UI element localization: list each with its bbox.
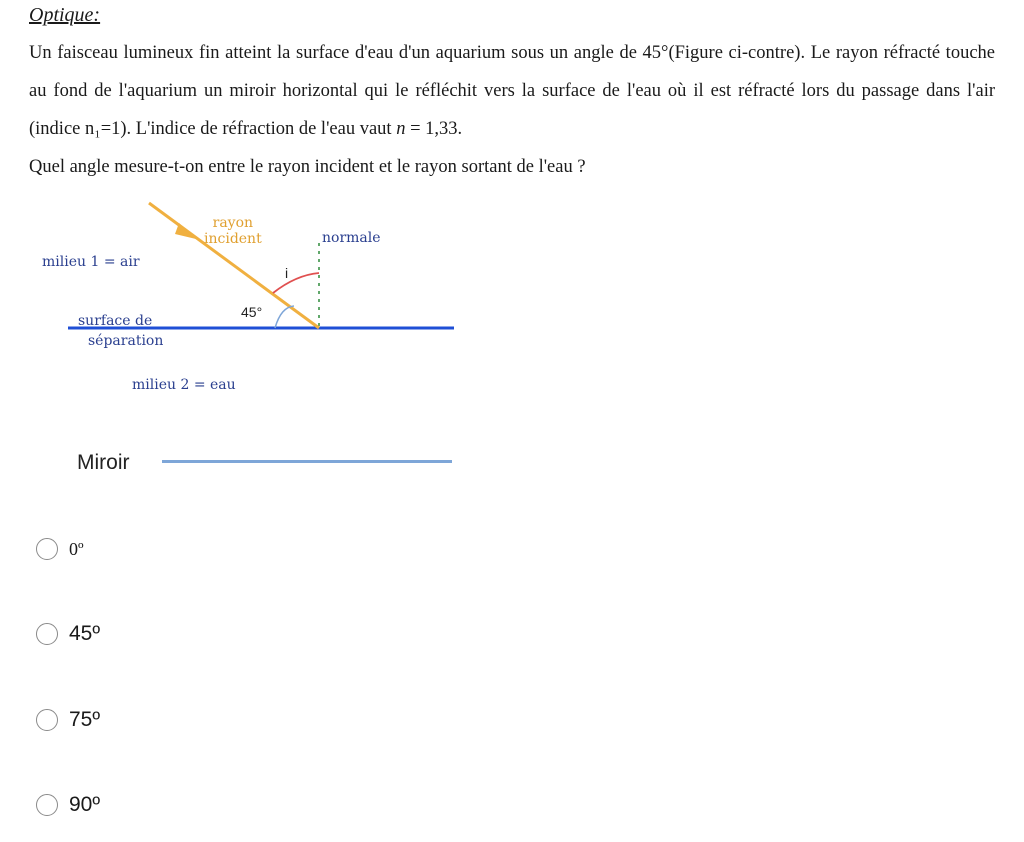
question-prompt: Quel angle mesure-t-on entre le rayon incident et le rayon sortant de l'eau ? xyxy=(29,157,586,177)
question-text xyxy=(29,34,995,148)
option-75[interactable] xyxy=(36,708,100,732)
option-45[interactable] xyxy=(36,622,100,646)
mirror-label: Miroir xyxy=(77,451,130,474)
optics-figure xyxy=(30,195,470,485)
question-paragraph: Un faisceau lumineux fin atteint la surface d'eau d'un aquarium sous un angle de 45°(Figure ci-contre). Le rayon réfracté touche au fond de l'aquarium un miroir horizontal qui le réfléchit vers la surface de l'eau où il est réfracté lors du passage dans l'air (indice n₁=1). L'indice de réfraction de l'eau vaut xyxy=(29,43,995,139)
n-value: = 1,33. xyxy=(405,119,463,139)
medium1-label: milieu 1 = air xyxy=(42,254,140,270)
surface-label-line1: surface de xyxy=(78,313,153,329)
option-label: 90º xyxy=(69,793,101,816)
ray-arrow-icon xyxy=(175,223,196,239)
option-0[interactable] xyxy=(36,538,84,560)
radio-button[interactable] xyxy=(36,709,58,731)
ray-label: rayon incident xyxy=(204,215,262,247)
medium2-label: milieu 2 = eau xyxy=(132,377,236,393)
n-symbol: n xyxy=(396,119,406,139)
option-label: 75º xyxy=(69,708,101,731)
page-title: Optique: xyxy=(29,4,101,26)
radio-button[interactable] xyxy=(36,794,58,816)
angle-i-label: i xyxy=(285,265,289,281)
option-label: 45º xyxy=(69,622,101,645)
normal-label: normale xyxy=(322,230,381,246)
option-90[interactable] xyxy=(36,793,100,817)
angle-45-label: 45° xyxy=(241,304,263,320)
radio-button[interactable] xyxy=(36,538,58,560)
angle-i-arc xyxy=(273,273,319,293)
mirror-line xyxy=(162,460,452,463)
option-label: 0º xyxy=(69,538,84,559)
surface-label-line2: séparation xyxy=(88,333,164,349)
radio-button[interactable] xyxy=(36,623,58,645)
